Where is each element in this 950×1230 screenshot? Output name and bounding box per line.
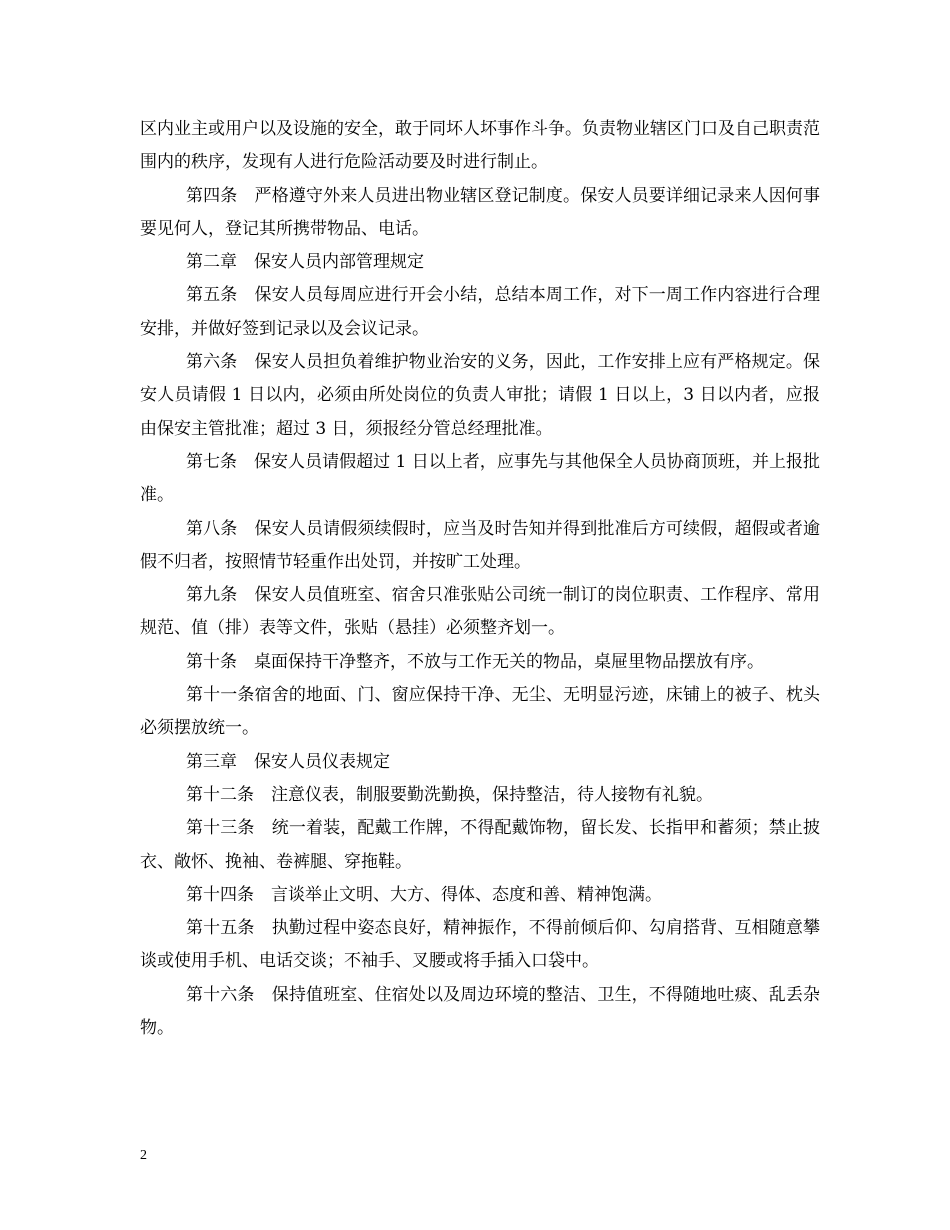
paragraph-article-14: 第十四条 言谈举止文明、大方、得体、态度和善、精神饱满。 bbox=[186, 884, 662, 905]
paragraph-article-10: 第十条 桌面保持干净整齐，不放与工作无关的物品，桌屉里物品摆放有序。 bbox=[186, 651, 764, 672]
document-body bbox=[140, 113, 820, 1045]
paragraph-article-11: 第十一条宿舍的地面、门、窗应保持干净、无尘、无明显污迹，床铺上的被子、枕头必须摆放统一。 bbox=[140, 685, 820, 739]
paragraph-article-16: 第十六条 保持值班室、住宿处以及周边环境的整洁、卫生，不得随地吐痰、乱丢杂物。 bbox=[140, 984, 820, 1039]
chapter-2-heading: 第二章 保安人员内部管理规定 bbox=[186, 252, 424, 273]
page-number: 2 bbox=[140, 1148, 147, 1163]
paragraph-article-5: 第五条 保安人员每周应进行开会小结，总结本周工作，对下一周工作内容进行合理安排，并做好签到记录以及会议记录。 bbox=[140, 285, 820, 339]
paragraph-article-15: 第十五条 执勤过程中姿态良好，精神振作，不得前倾后仰、勾肩搭背、互相随意攀谈或使用手机、电话交谈；不袖手、叉腰或将手插入口袋中。 bbox=[140, 918, 820, 972]
chapter-3-heading: 第三章 保安人员仪表规定 bbox=[186, 751, 390, 772]
paragraph-article-13: 第十三条 统一着装，配戴工作牌，不得配戴饰物，留长发、长指甲和蓄须；禁止披衣、敞怀、挽袖、卷裤腿、穿拖鞋。 bbox=[140, 818, 820, 872]
paragraph-article-12: 第十二条 注意仪表，制服要勤洗勤换，保持整洁，待人接物有礼貌。 bbox=[186, 784, 713, 805]
paragraph-article-6: 第六条 保安人员担负着维护物业治安的义务，因此，工作安排上应有严格规定。保安人员请假 1 日以内，必须由所处岗位的负责人审批；请假 1 日以上，3 日以内者，应报由保安主管批准；超过 3 日，须报经分管总经理批准。 bbox=[140, 352, 820, 439]
paragraph-article-9: 第九条 保安人员值班室、宿舍只准张贴公司统一制订的岗位职责、工作程序、常用规范、值（排）表等文件，张贴（悬挂）必须整齐划一。 bbox=[140, 585, 820, 639]
paragraph-article-7: 第七条 保安人员请假超过 1 日以上者，应事先与其他保全人员协商顶班，并上报批准。 bbox=[140, 451, 820, 506]
paragraph-article-8: 第八条 保安人员请假须续假时，应当及时告知并得到批准后方可续假，超假或者逾假不归者，按照情节轻重作出处罚，并按旷工处理。 bbox=[140, 518, 820, 572]
paragraph-article-4: 第四条 严格遵守外来人员进出物业辖区登记制度。保安人员要详细记录来人因何事要见何人，登记其所携带物品、电话。 bbox=[140, 185, 820, 239]
paragraph-continued: 区内业主或用户以及设施的安全，敢于同坏人坏事作斗争。负责物业辖区门口及自己职责范围内的秩序，发现有人进行危险活动要及时进行制止。 bbox=[140, 119, 820, 173]
